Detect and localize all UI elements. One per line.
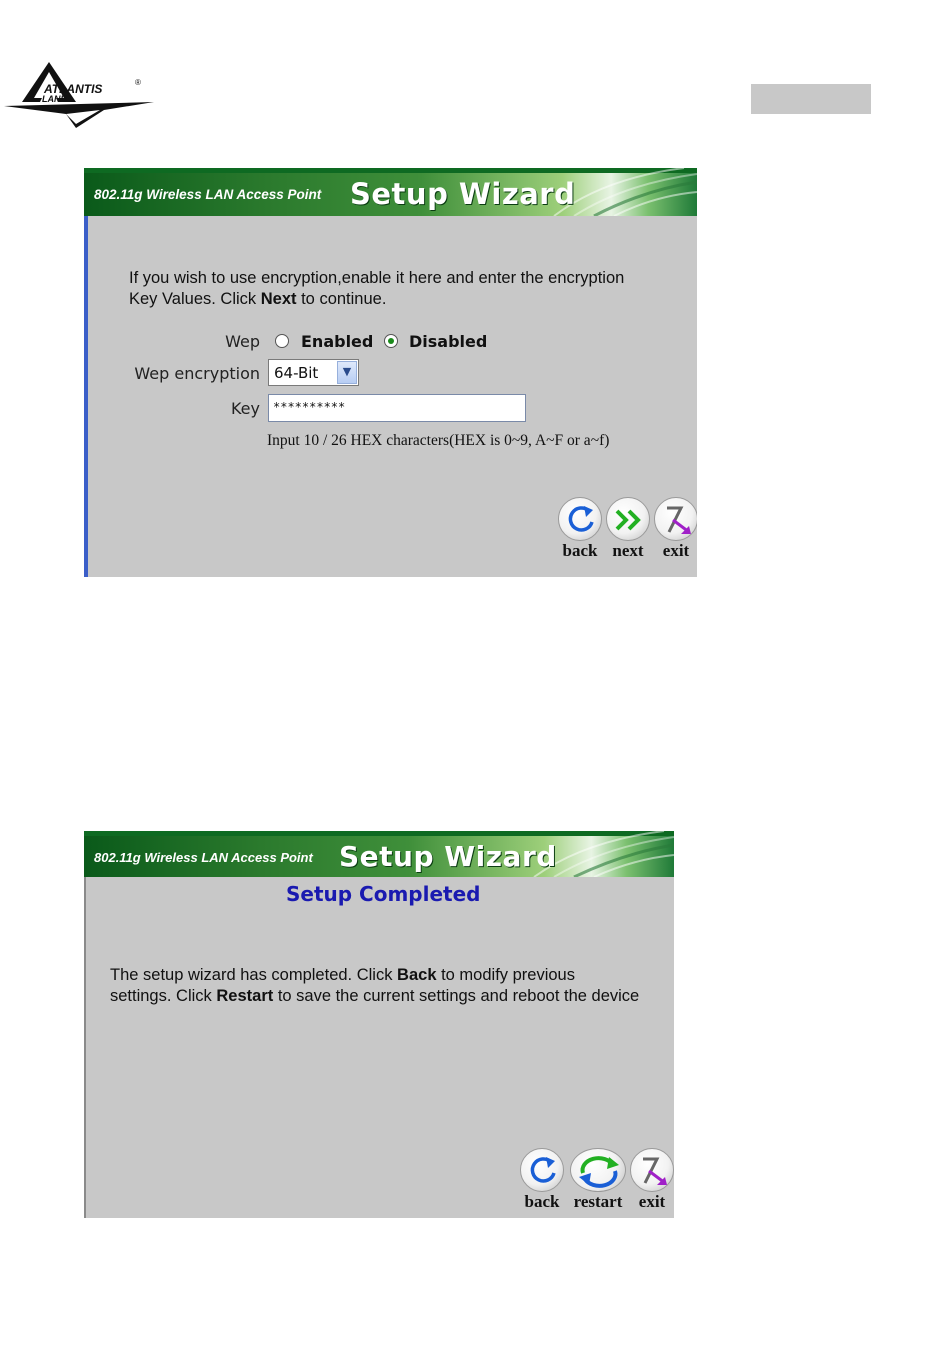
restart-icon xyxy=(570,1148,626,1192)
key-hint: Input 10 / 26 HEX characters(HEX is 0~9, A~F or a~f) xyxy=(267,432,610,449)
key-input[interactable]: ********** xyxy=(268,394,526,422)
exit-icon xyxy=(630,1148,674,1192)
wep-disabled-label[interactable]: Disabled xyxy=(409,332,488,351)
completed-line-2: settings. Click Restart to save the current settings and reboot the device xyxy=(110,987,640,1005)
exit-caption: exit xyxy=(662,541,690,560)
exit-button[interactable] xyxy=(630,1148,674,1212)
setup-wizard-banner xyxy=(84,831,674,877)
exit-icon xyxy=(654,497,697,541)
wep-encryption-value: 64-Bit xyxy=(274,364,319,382)
exit-caption: exit xyxy=(638,1192,666,1211)
panel-left-border xyxy=(84,168,88,577)
next-icon xyxy=(606,497,650,541)
banner-subtitle: 802.11g Wireless LAN Access Point xyxy=(94,187,322,202)
back-button[interactable] xyxy=(556,497,604,561)
completed-line-1: The setup wizard has completed. Click Back to modify previous xyxy=(110,966,575,984)
banner-title: Setup Wizard xyxy=(339,840,557,873)
back-icon xyxy=(520,1148,564,1192)
brand-registered: ® xyxy=(135,78,141,87)
restart-caption: restart xyxy=(573,1192,623,1211)
chevron-down-icon[interactable]: ▼ xyxy=(337,361,357,384)
exit-button[interactable] xyxy=(652,497,697,561)
wep-encryption-select[interactable] xyxy=(268,359,359,386)
panel-left-border xyxy=(84,831,86,1218)
wep-enabled-label[interactable]: Enabled xyxy=(301,332,374,351)
back-caption: back xyxy=(562,541,598,560)
wep-disabled-radio[interactable] xyxy=(384,334,398,348)
header-gray-box xyxy=(751,84,871,114)
atlantis-land-logo xyxy=(4,58,164,130)
setup-wizard-banner xyxy=(84,168,697,216)
setup-completed-panel xyxy=(84,831,674,1218)
wep-wizard-panel xyxy=(84,168,697,577)
brand-text: ATLANTIS xyxy=(44,82,103,96)
intro-line-2: Key Values. Click Next to continue. xyxy=(129,290,387,308)
brand-sub-text: LAND xyxy=(42,94,67,104)
back-icon xyxy=(558,497,602,541)
back-button[interactable] xyxy=(518,1148,566,1212)
wep-enabled-radio[interactable] xyxy=(275,334,289,348)
banner-subtitle: 802.11g Wireless LAN Access Point xyxy=(94,850,313,865)
setup-completed-title: Setup Completed xyxy=(286,882,481,906)
back-caption: back xyxy=(524,1192,560,1211)
intro-line-1: If you wish to use encryption,enable it here and enter the encryption xyxy=(129,269,625,287)
restart-button[interactable] xyxy=(566,1148,630,1212)
banner-title: Setup Wizard xyxy=(350,177,576,211)
wep-label: Wep xyxy=(225,332,260,351)
wep-encryption-label: Wep encryption xyxy=(134,364,260,383)
next-button[interactable] xyxy=(604,497,652,561)
key-label: Key xyxy=(230,399,260,418)
next-caption: next xyxy=(612,541,644,560)
